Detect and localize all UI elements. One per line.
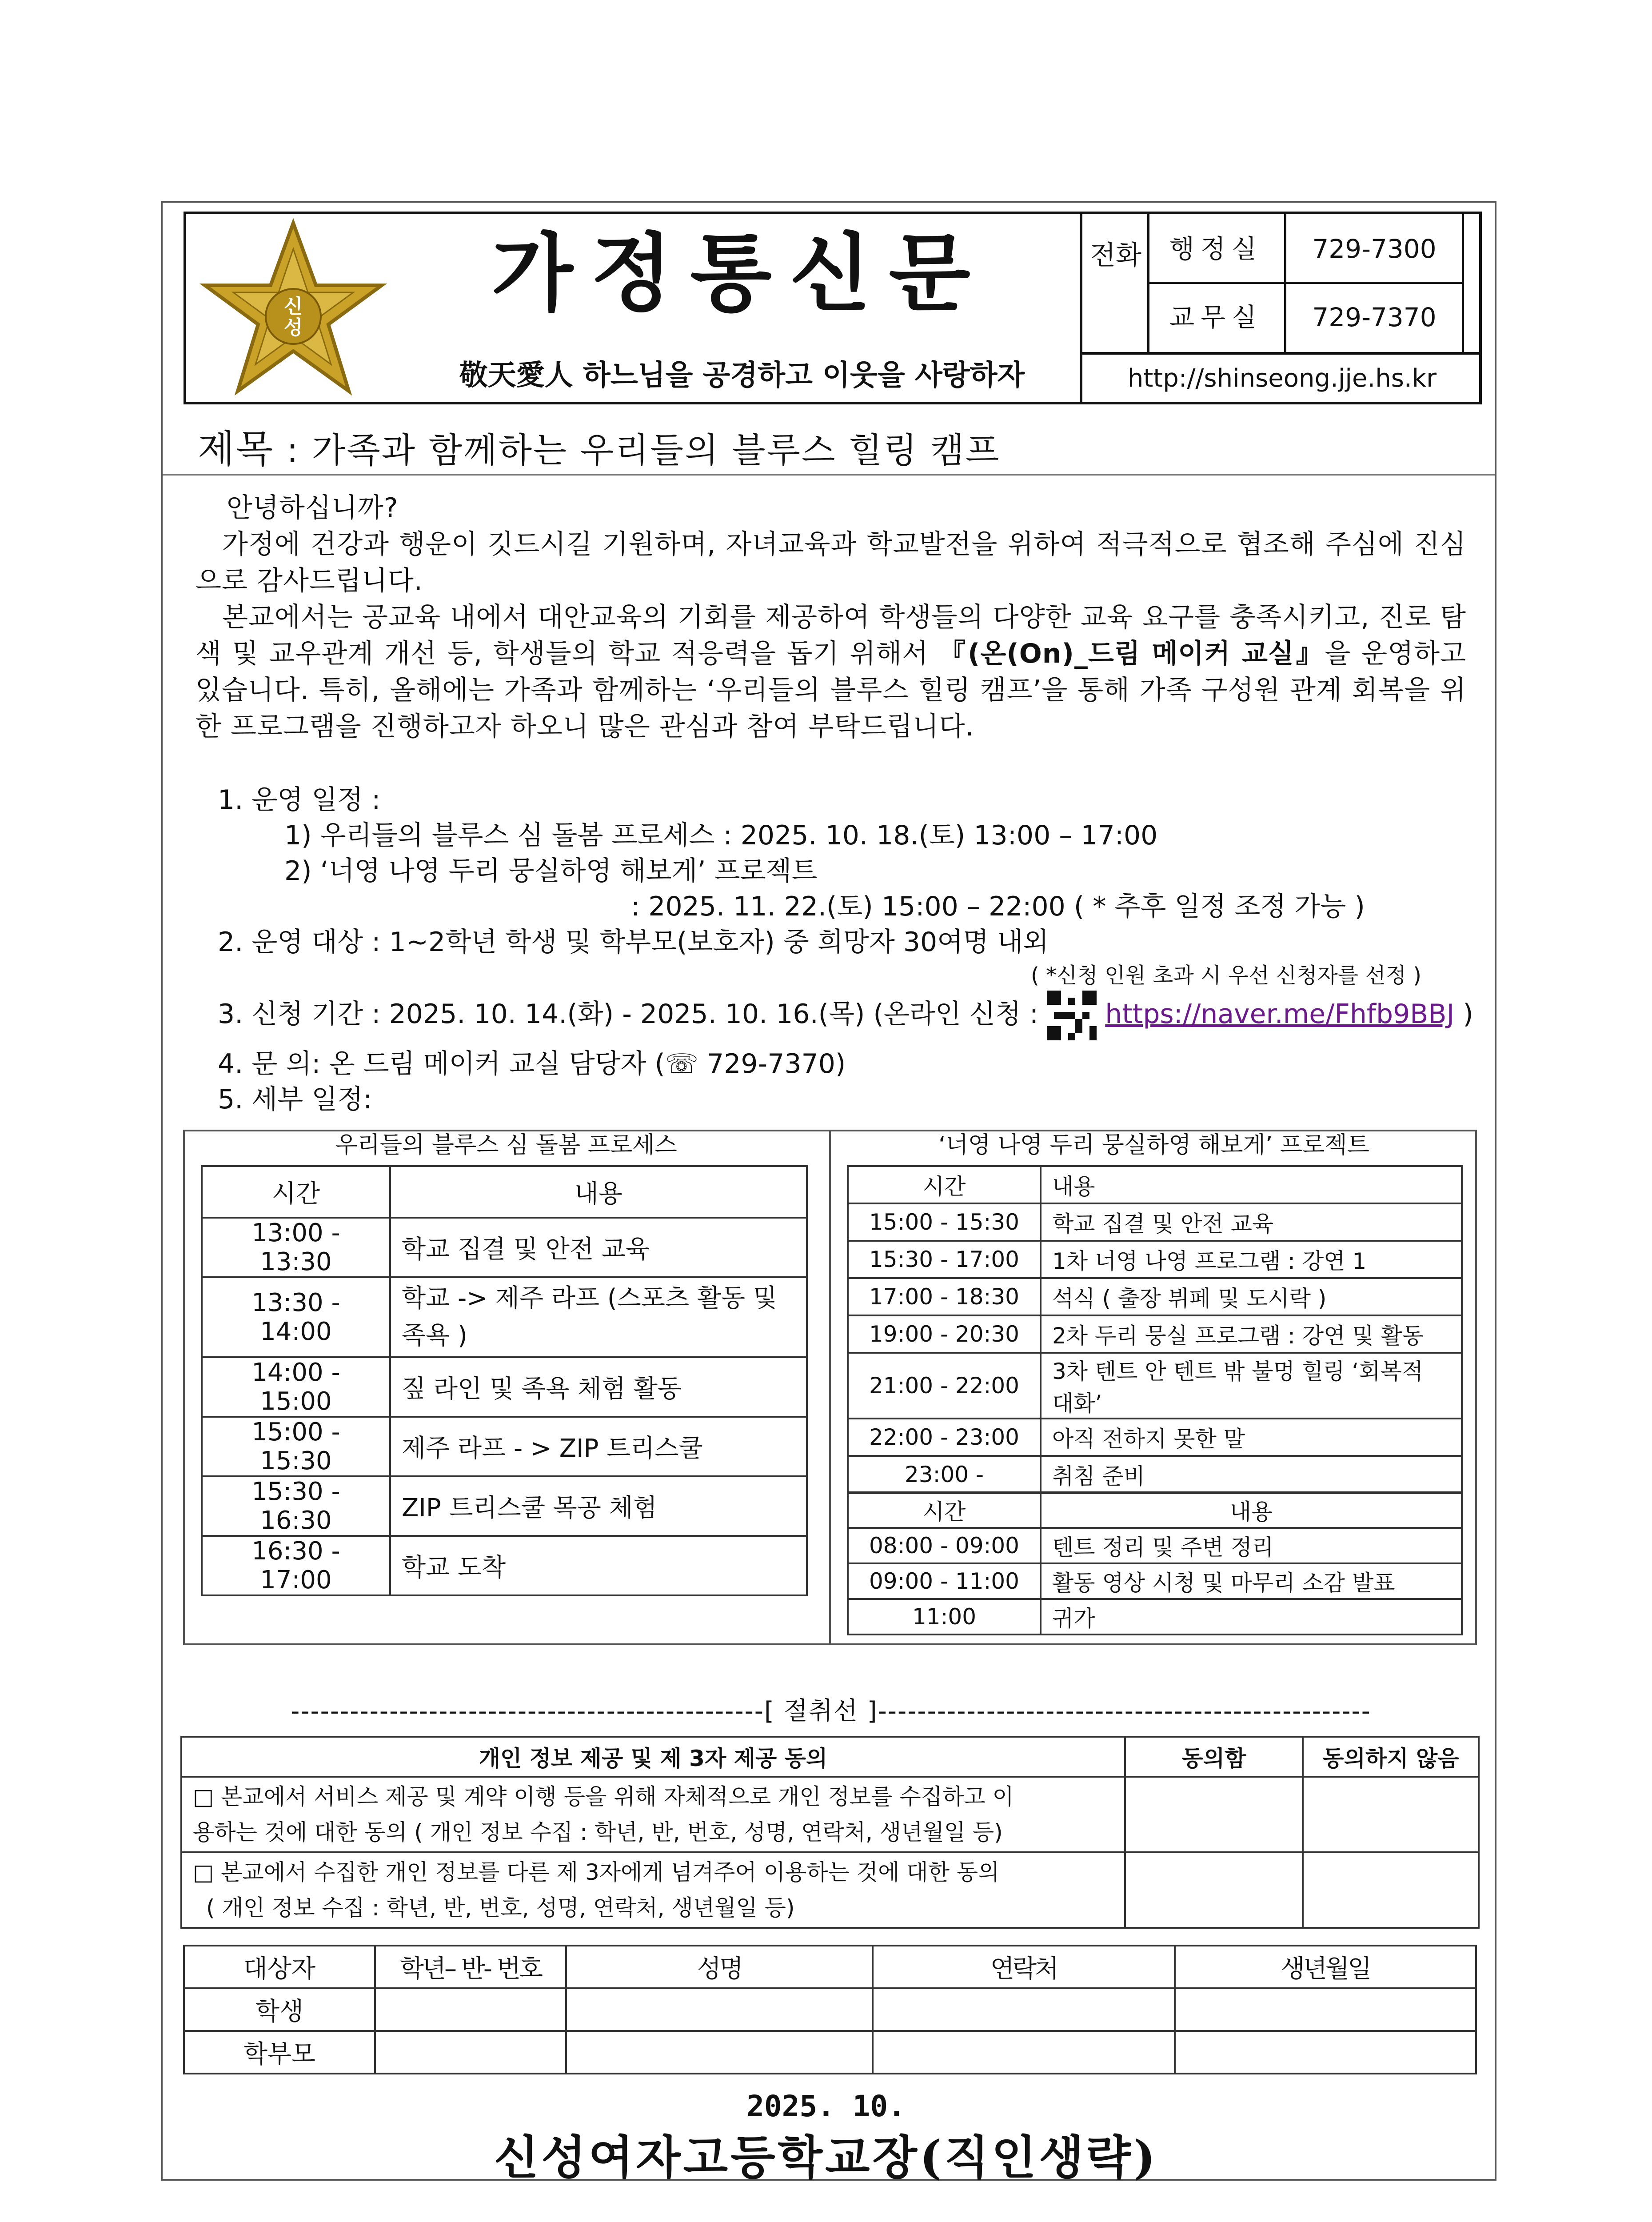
content-cell: 취침 준비 <box>1041 1456 1462 1493</box>
time-cell: 17:00 - 18:30 <box>848 1278 1041 1315</box>
time-cell: 13:00 - 13:30 <box>202 1218 390 1277</box>
principal-signature: 신성여자고등학교장(직인생략) <box>494 2130 1158 2185</box>
time-cell: 11:00 <box>848 1599 1041 1635</box>
phone-label: 전화 <box>1090 240 1141 271</box>
time-cell: 22:00 - 23:00 <box>848 1419 1041 1456</box>
time-cell: 15:30 - 17:00 <box>848 1241 1041 1278</box>
item-details: 5. 세부 일정: <box>218 1084 372 1115</box>
schedule-right-table <box>847 1165 1463 1494</box>
item-target-note: ( *신청 인원 초과 시 우선 신청자를 선정 ) <box>1031 963 1422 988</box>
applicant-header: 연락처 <box>873 1946 1175 1988</box>
table-row <box>184 2031 1476 2074</box>
applicant-student: 학생 <box>184 1988 375 2031</box>
time-cell: 13:30 - 14:00 <box>202 1277 390 1357</box>
consent-disagree-cell[interactable] <box>1303 1852 1479 1928</box>
schedule-left-caption: 우리들의 블루스 심 돌봄 프로세스 <box>335 1132 677 1159</box>
table-header: 시간 <box>848 1492 1041 1528</box>
table-header-row <box>848 1166 1462 1203</box>
office-academic-number: 729-7370 <box>1312 302 1437 332</box>
consent-header: 개인 정보 제공 및 제 3자 제공 동의 <box>181 1737 1125 1777</box>
content-cell: 학교 -> 제주 라프 (스포츠 활동 및 족욕 ) <box>390 1277 807 1357</box>
consent-row <box>181 1852 1479 1928</box>
content-cell: 2차 두리 뭉실 프로그램 : 강연 및 활동 <box>1041 1315 1462 1353</box>
table-row <box>848 1528 1462 1563</box>
content-cell: 3차 텐트 안 텐트 밖 불멍 힐링 ‘회복적 대화’ <box>1041 1353 1462 1419</box>
paragraph-1: 가정에 건강과 행운이 깃드시길 기원하며, 자녀교육과 학교발전을 위하여 적극적으로 협조해 주심에 진심으로 감사드립니다. <box>196 529 1466 596</box>
table-row <box>848 1456 1462 1493</box>
applicant-header: 성명 <box>566 1946 873 1988</box>
consent-item-2-line2: ( 개인 정보 수집 : 학년, 반, 번호, 성명, 연락처, 생년월일 등) <box>206 1895 795 1921</box>
paragraph-2 <box>196 599 1466 745</box>
content-cell: 귀가 <box>1041 1599 1462 1635</box>
item-target: 2. 운영 대상 : 1~2학년 학생 및 학부모(보호자) 중 희망자 30여명 내외 <box>218 927 1049 958</box>
office-admin: 행정실 <box>1169 234 1263 264</box>
content-cell: 텐트 정리 및 주변 정리 <box>1041 1528 1462 1563</box>
school-url[interactable]: http://shinseong.jje.hs.kr <box>1127 364 1437 393</box>
content-cell: 학교 집결 및 안전 교육 <box>1041 1203 1462 1241</box>
table-header-row <box>181 1737 1479 1777</box>
grade-class-number-field[interactable] <box>375 1988 566 2031</box>
item-schedule: 1. 운영 일정 : <box>218 784 381 815</box>
name-field[interactable] <box>566 1988 873 2031</box>
paragraph-2-start: 본교에서는 공교육 내에서 대안교육의 기회를 제공하여 학생들의 다양한 교육 요구를 충족시키고, 진로 탐색 및 교우관계 개선 등, 학생들의 학교 적응력을 돕기 위해서 <box>196 602 1466 669</box>
time-cell: 21:00 - 22:00 <box>848 1353 1041 1419</box>
paragraph-2-end: 을 운영하고 있습니다. 특히, 올해에는 가족과 함께하는 ‘우리들의 블루스 힐링 캠프’을 통해 가족 구성원 관계 회복을 위한 프로그램을 진행하고자 하오니 많은 관심과 참여 부탁드립니다. <box>196 638 1466 742</box>
content-cell: 석식 ( 출장 뷔페 및 도시락 ) <box>1041 1278 1462 1315</box>
time-cell: 14:00 - 15:00 <box>202 1357 390 1417</box>
consent-agree-cell[interactable] <box>1125 1777 1303 1852</box>
table-header-row <box>202 1166 807 1218</box>
applicant-parent: 학부모 <box>184 2031 375 2074</box>
schedule-right-caption: ‘너영 나영 두리 뭉실하영 해보게’ 프로젝트 <box>938 1132 1369 1159</box>
item-apply <box>218 989 1473 1040</box>
office-academic: 교무실 <box>1169 302 1263 332</box>
table-header: 내용 <box>390 1166 807 1218</box>
time-cell: 15:00 - 15:30 <box>202 1417 390 1476</box>
phone-grid-line <box>1082 352 1482 355</box>
item-schedule-1: 1) 우리들의 블루스 심 돌봄 프로세스 : 2025. 10. 18.(토) 13:00 – 17:00 <box>284 820 1158 851</box>
time-cell: 19:00 - 20:30 <box>848 1315 1041 1353</box>
table-row <box>848 1241 1462 1278</box>
content-cell: 아직 전하지 못한 말 <box>1041 1419 1462 1456</box>
schedule-right-table-2 <box>847 1491 1463 1635</box>
consent-table <box>180 1736 1480 1929</box>
consent-header-agree: 동의함 <box>1125 1737 1303 1777</box>
table-header: 시간 <box>202 1166 390 1218</box>
greeting: 안녕하십니까? <box>227 492 399 524</box>
contact-field[interactable] <box>873 1988 1175 2031</box>
table-row <box>848 1599 1462 1635</box>
content-cell: 제주 라프 - > ZIP 트리스쿨 <box>390 1417 807 1476</box>
applicant-header: 생년월일 <box>1175 1946 1476 1988</box>
content-cell: 1차 너영 나영 프로그램 : 강연 1 <box>1041 1241 1462 1278</box>
time-cell: 23:00 - <box>848 1456 1041 1493</box>
table-header: 내용 <box>1041 1166 1462 1203</box>
table-row <box>202 1476 807 1536</box>
subject-divider <box>163 474 1495 476</box>
name-field[interactable] <box>566 2031 873 2074</box>
office-admin-number: 729-7300 <box>1312 234 1437 264</box>
table-header-row <box>848 1492 1462 1528</box>
subject-label: 제목 <box>198 427 275 472</box>
applicant-table <box>183 1945 1477 2074</box>
grade-class-number-field[interactable] <box>375 2031 566 2074</box>
table-row <box>848 1563 1462 1599</box>
time-cell: 08:00 - 09:00 <box>848 1528 1041 1563</box>
cut-line: ------------------------------------------------[ 절취선 ]-------------------------------------------------- <box>291 1697 1371 1726</box>
page-title: 가정통신문 <box>491 224 988 323</box>
svg-text:신: 신 <box>283 295 303 318</box>
table-row <box>202 1536 807 1595</box>
issue-date: 2025. 10. <box>746 2089 906 2123</box>
table-row <box>848 1419 1462 1456</box>
table-row <box>202 1357 807 1417</box>
program-name: 『(온(On)_드림 메이커 교실』 <box>939 638 1325 669</box>
table-header-row <box>184 1946 1476 1988</box>
content-cell: 학교 도착 <box>390 1536 807 1595</box>
table-header: 내용 <box>1041 1492 1462 1528</box>
consent-item-1-line2: 용하는 것에 대한 동의 ( 개인 정보 수집 : 학년, 반, 번호, 성명, 연락처, 생년월일 등) <box>193 1819 1003 1845</box>
content-cell: 짚 라인 및 족욕 체험 활동 <box>390 1357 807 1417</box>
school-motto: 敬天愛人 하느님을 공경하고 이웃을 사랑하자 <box>459 359 1025 392</box>
consent-agree-cell[interactable] <box>1125 1852 1303 1928</box>
phone-grid-line <box>1147 282 1463 284</box>
content-cell: 학교 집결 및 안전 교육 <box>390 1218 807 1277</box>
time-cell: 15:30 - 16:30 <box>202 1476 390 1536</box>
schedule-divider <box>829 1130 831 1645</box>
table-row <box>202 1417 807 1476</box>
schedule-left-table <box>201 1165 808 1596</box>
qr-code-icon[interactable] <box>1047 991 1097 1040</box>
birthdate-field[interactable] <box>1175 2031 1476 2074</box>
consent-item-1-line1: □ 본교에서 서비스 제공 및 계약 이행 등을 위해 자체적으로 개인 정보를 수집하고 이 <box>193 1784 1014 1810</box>
consent-disagree-cell[interactable] <box>1303 1777 1479 1852</box>
item-schedule-2-time: : 2025. 11. 22.(토) 15:00 – 22:00 ( * 추후 일정 조정 가능 ) <box>631 891 1365 922</box>
table-row <box>202 1277 807 1357</box>
consent-row <box>181 1777 1479 1852</box>
table-row <box>848 1203 1462 1241</box>
birthdate-field[interactable] <box>1175 1988 1476 2031</box>
svg-text:성: 성 <box>283 316 303 339</box>
school-logo <box>198 218 389 400</box>
consent-item-2-line1: □ 본교에서 수집한 개인 정보를 다른 제 3자에게 넘겨주어 이용하는 것에 대한 동의 <box>193 1859 1000 1885</box>
time-cell: 16:30 - 17:00 <box>202 1536 390 1595</box>
subject-separator: : <box>274 431 312 471</box>
subject-line <box>198 425 1000 475</box>
consent-item-2 <box>181 1852 1125 1928</box>
table-row <box>202 1218 807 1277</box>
subject-text: 가족과 함께하는 우리들의 블루스 힐링 캠프 <box>312 431 1001 471</box>
apply-period: 3. 신청 기간 : 2025. 10. 14.(화) - 2025. 10. 16.(목) (온라인 신청 : <box>218 999 1039 1030</box>
contact-field[interactable] <box>873 2031 1175 2074</box>
item-contact: 4. 문 의: 온 드림 메이커 교실 담당자 (☏ 729-7370) <box>218 1048 846 1079</box>
table-row <box>848 1315 1462 1353</box>
time-cell: 15:00 - 15:30 <box>848 1203 1041 1241</box>
consent-item-1 <box>181 1777 1125 1852</box>
table-row <box>184 1988 1476 2031</box>
apply-link[interactable]: https://naver.me/Fhfb9BBJ <box>1105 999 1455 1030</box>
time-cell: 09:00 - 11:00 <box>848 1563 1041 1599</box>
content-cell: ZIP 트리스쿨 목공 체험 <box>390 1476 807 1536</box>
table-row <box>848 1278 1462 1315</box>
consent-header-disagree: 동의하지 않음 <box>1303 1737 1479 1777</box>
item-schedule-2: 2) ‘너영 나영 두리 뭉실하영 해보게’ 프로젝트 <box>284 855 818 887</box>
content-cell: 활동 영상 시청 및 마무리 소감 발표 <box>1041 1563 1462 1599</box>
table-header: 시간 <box>848 1166 1041 1203</box>
apply-close: ) <box>1463 999 1473 1030</box>
applicant-header: 대상자 <box>184 1946 375 1988</box>
applicant-header: 학년– 반- 번호 <box>375 1946 566 1988</box>
table-row <box>848 1353 1462 1419</box>
